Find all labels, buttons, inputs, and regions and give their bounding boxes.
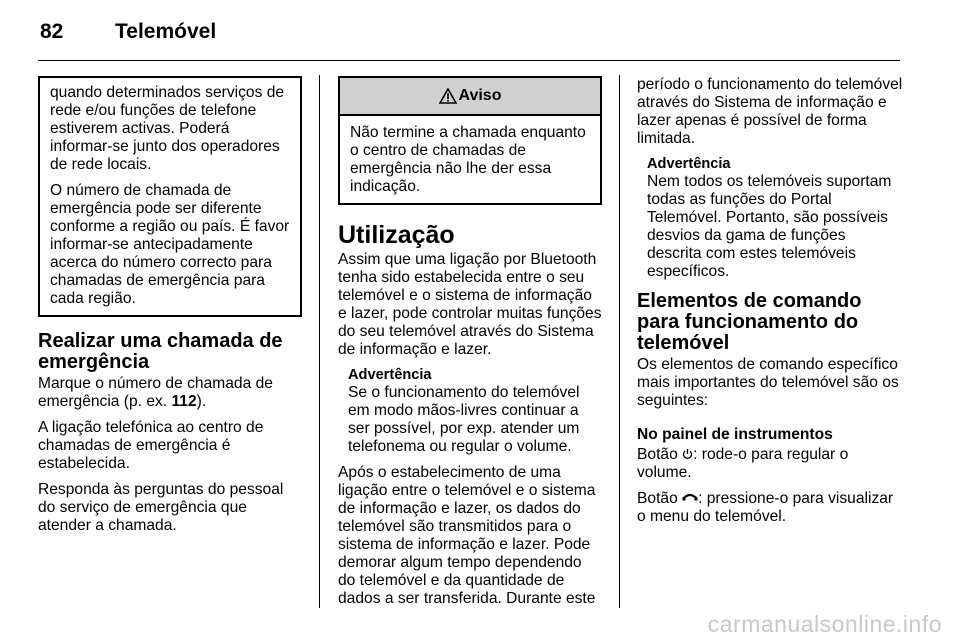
- paragraph-text: ).: [196, 393, 207, 410]
- paragraph-controls-intro: Os elementos de comando específico mais importantes do telemóvel são os seguintes:: [637, 356, 899, 409]
- column-divider-2: [619, 75, 620, 608]
- warning-triangle-icon: [439, 88, 457, 104]
- info-box-paragraph-1: quando determinados serviços de rede e/ou funções de telefone estiverem activas. Poderá informar-se junto dos operadores de rede locais.: [50, 84, 285, 173]
- paragraph-answer: Responda às perguntas do pessoal do serviço de emergência que atender a chamada.: [38, 481, 284, 534]
- note-text: Nem todos os telemóveis suportam todas as funções do Portal Telemóvel. Portanto, são possíveis desvios da gama de funções descrita com estes telemóveis específicos.: [647, 173, 892, 280]
- paragraph-data-transfer: Após o estabelecimento de uma ligação entre o telemóvel e o sistema de informação e lazer, os dados do telemóvel são transmitidos para o sistema de informação e lazer. Pode demorar algum tempo dependendo do telemóvel e da quantidade de dados a ser transferida. Durante este: [338, 464, 596, 607]
- paragraph-dial-number: [38, 375, 302, 411]
- note-block: [338, 367, 602, 456]
- column-3: [637, 76, 903, 534]
- note-block: [637, 156, 903, 281]
- header-rule: [38, 60, 900, 61]
- note-title: Advertência: [647, 156, 731, 172]
- paragraph-phone-button: [637, 490, 903, 526]
- column-1: [38, 76, 302, 543]
- paragraph-volume-knob: [637, 446, 903, 482]
- paragraph-text: : pressione-o para visualizar o menu do telemóvel.: [637, 490, 894, 525]
- warning-body: [340, 116, 600, 203]
- warning-title: Aviso: [458, 87, 502, 104]
- paragraph-text: Botão: [637, 446, 683, 463]
- subheading-instrument-panel: No painel de instrumentos: [637, 426, 833, 443]
- phone-handset-icon: [682, 490, 698, 507]
- paragraph-text: Marque o número de chamada de emergência (p. ex.: [38, 375, 273, 410]
- info-box-paragraph-2: O número de chamada de emergência pode ser diferente conforme a região ou país. É favor informar-se antecipadamente acerca do número correcto para chamadas de emergência para cada região.: [50, 182, 290, 307]
- section-heading-utilizacao: Utilização: [338, 221, 455, 249]
- page-title: Telemóvel: [115, 20, 217, 43]
- note-title: Advertência: [348, 367, 432, 383]
- paragraph-limited-operation: período o funcionamento do telemóvel através do Sistema de informação e lazer apenas é possível de forma limitada.: [637, 76, 903, 147]
- warning-box: [338, 76, 602, 205]
- page-number: 82: [40, 20, 64, 43]
- note-text: Se o funcionamento do telemóvel em modo mãos-livres continuar a ser possível, por exp. atender um telefonema ou regular o volume.: [348, 384, 580, 455]
- info-box: [38, 76, 302, 317]
- paragraph-text: : rode-o para regular o volume.: [637, 446, 849, 481]
- paragraph-connection: A ligação telefónica ao centro de chamadas de emergência é estabelecida.: [38, 419, 264, 472]
- warning-text: Não termine a chamada enquanto o centro de chamadas de emergência não lhe der essa indicação.: [350, 124, 586, 195]
- emergency-number: 112: [171, 393, 197, 410]
- paragraph-bluetooth: Assim que uma ligação por Bluetooth tenha sido estabelecida entre o seu telemóvel e o sistema de informação e lazer, pode controlar muitas funções do seu telemóvel através do Sistema de informação e lazer.: [338, 251, 602, 358]
- column-divider-1: [319, 75, 320, 608]
- warning-symbol: [438, 88, 439, 89]
- section-heading-emergency-call: Realizar uma chamada de emergência: [38, 330, 283, 373]
- warning-header: [340, 78, 600, 116]
- paragraph-text: Botão: [637, 490, 683, 507]
- column-2: [338, 76, 602, 616]
- power-knob-icon: [682, 446, 693, 463]
- section-heading-controls: Elementos de comando para funcionamento do telemóvel: [637, 290, 862, 354]
- watermark: carmanualsonline.info: [707, 611, 942, 637]
